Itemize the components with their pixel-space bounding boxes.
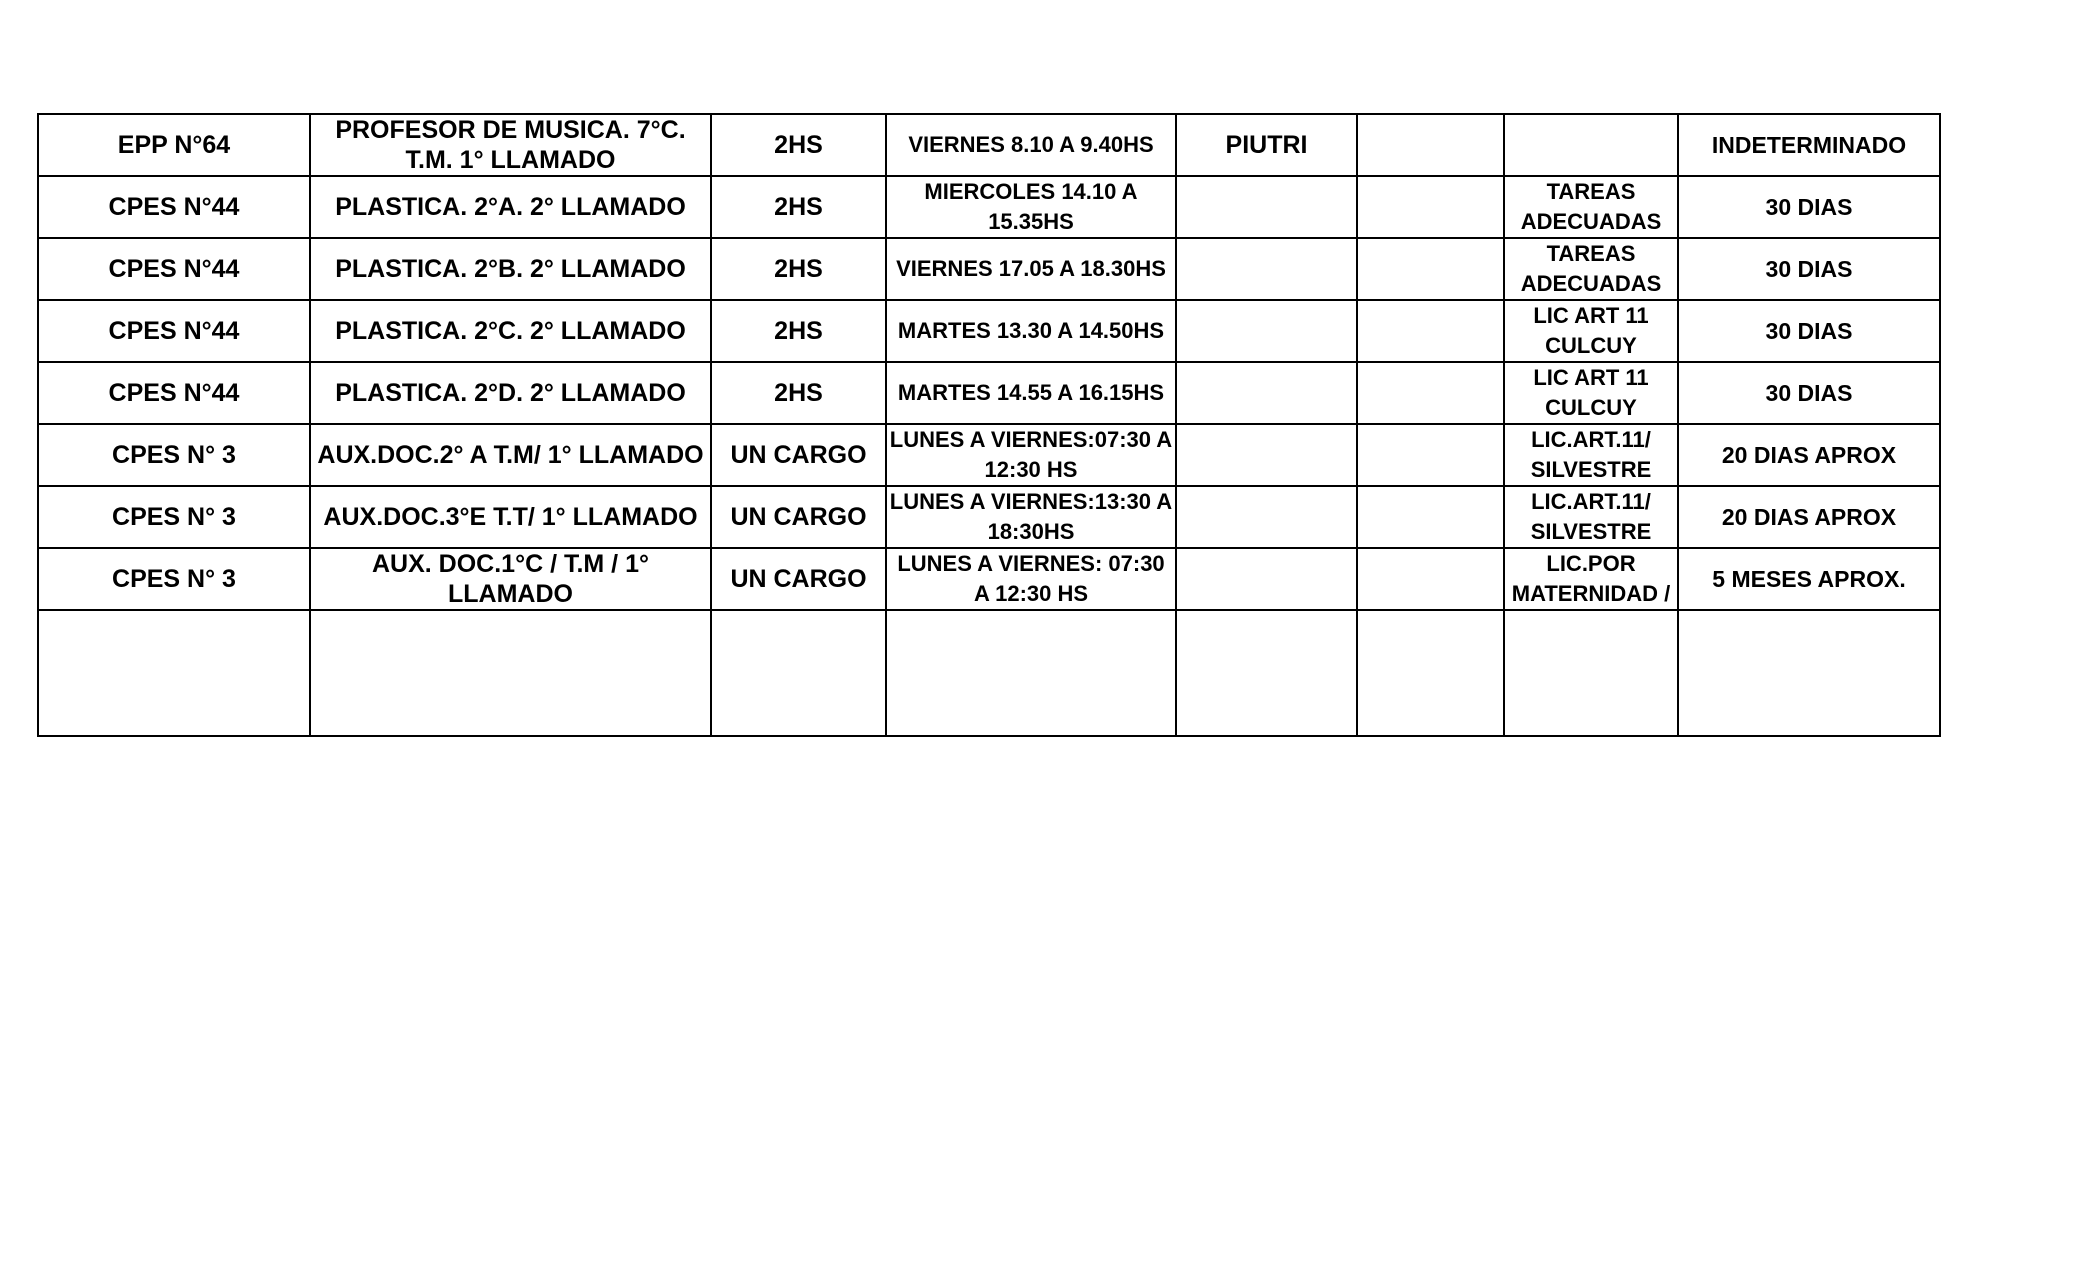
- table-row: [38, 176, 1940, 238]
- duration-cell-text: 30 DIAS: [1765, 194, 1853, 220]
- empty-cell[interactable]: [711, 610, 886, 736]
- empty-cell[interactable]: [886, 610, 1176, 736]
- replaced-teacher-cell[interactable]: [1176, 486, 1357, 548]
- hours-cell-text: 2HS: [774, 255, 823, 283]
- table-row: [38, 114, 1940, 176]
- blank-cell[interactable]: [1357, 300, 1504, 362]
- institution-cell-text: CPES N° 3: [112, 503, 236, 531]
- reason-cell[interactable]: [1504, 176, 1678, 238]
- institution-cell[interactable]: [38, 548, 310, 610]
- reason-cell[interactable]: [1504, 114, 1678, 176]
- institution-cell-text: CPES N°44: [108, 317, 240, 345]
- schedule-cell[interactable]: [886, 238, 1176, 300]
- reason-cell[interactable]: [1504, 424, 1678, 486]
- reason-cell-text: LIC ART 11 CULCUY: [1533, 365, 1649, 420]
- institution-cell[interactable]: [38, 424, 310, 486]
- institution-cell[interactable]: [38, 114, 310, 176]
- duration-cell-text: 30 DIAS: [1765, 380, 1853, 406]
- position-cell[interactable]: [310, 114, 711, 176]
- duration-cell-text: 20 DIAS APROX: [1721, 504, 1897, 530]
- institution-cell-text: CPES N° 3: [112, 565, 236, 593]
- blank-cell[interactable]: [1357, 424, 1504, 486]
- replaced-teacher-cell[interactable]: [1176, 300, 1357, 362]
- hours-cell[interactable]: [711, 424, 886, 486]
- schedule-cell[interactable]: [886, 362, 1176, 424]
- schedule-cell-text: LUNES A VIERNES:13:30 A 18:30HS: [889, 489, 1173, 544]
- reason-cell[interactable]: [1504, 300, 1678, 362]
- hours-cell[interactable]: [711, 548, 886, 610]
- position-cell[interactable]: [310, 300, 711, 362]
- replaced-teacher-cell-text: PIUTRI: [1225, 131, 1308, 159]
- empty-cell[interactable]: [1357, 610, 1504, 736]
- position-cell-text: PLASTICA. 2°B. 2° LLAMADO: [335, 255, 686, 283]
- table-row: [38, 424, 1940, 486]
- replaced-teacher-cell[interactable]: [1176, 424, 1357, 486]
- position-cell-text: AUX.DOC.2° A T.M/ 1° LLAMADO: [317, 441, 704, 469]
- empty-cell[interactable]: [310, 610, 711, 736]
- hours-cell-text: 2HS: [774, 379, 823, 407]
- reason-cell-text: TAREAS ADECUADAS: [1520, 179, 1662, 234]
- table-row: [38, 300, 1940, 362]
- position-cell[interactable]: [310, 238, 711, 300]
- schedule-cell[interactable]: [886, 486, 1176, 548]
- schedule-cell[interactable]: [886, 424, 1176, 486]
- vacancies-table: [37, 113, 1941, 737]
- duration-cell-text: INDETERMINADO: [1711, 132, 1907, 158]
- replaced-teacher-cell[interactable]: [1176, 176, 1357, 238]
- institution-cell-text: CPES N°44: [108, 379, 240, 407]
- reason-cell-text: LIC.ART.11/ SILVESTRE: [1530, 427, 1652, 482]
- replaced-teacher-cell[interactable]: [1176, 114, 1357, 176]
- schedule-cell-text: LUNES A VIERNES:07:30 A 12:30 HS: [889, 427, 1173, 482]
- hours-cell[interactable]: [711, 300, 886, 362]
- schedule-cell-text: MARTES 13.30 A 14.50HS: [897, 318, 1165, 343]
- spreadsheet-area: [37, 113, 1941, 737]
- replaced-teacher-cell[interactable]: [1176, 362, 1357, 424]
- schedule-cell[interactable]: [886, 548, 1176, 610]
- reason-cell[interactable]: [1504, 548, 1678, 610]
- hours-cell[interactable]: [711, 486, 886, 548]
- empty-table-row: [38, 610, 1940, 736]
- table-row: [38, 362, 1940, 424]
- position-cell-text: PLASTICA. 2°C. 2° LLAMADO: [335, 317, 686, 345]
- reason-cell[interactable]: [1504, 362, 1678, 424]
- position-cell[interactable]: [310, 548, 711, 610]
- table-row: [38, 548, 1940, 610]
- table-body: [38, 114, 1940, 736]
- table-row: [38, 238, 1940, 300]
- duration-cell-text: 20 DIAS APROX: [1721, 442, 1897, 468]
- empty-cell[interactable]: [1176, 610, 1357, 736]
- table-row: [38, 486, 1940, 548]
- duration-cell[interactable]: [1678, 238, 1940, 300]
- duration-cell-text: 30 DIAS: [1765, 256, 1853, 282]
- reason-cell[interactable]: [1504, 238, 1678, 300]
- position-cell[interactable]: [310, 176, 711, 238]
- duration-cell[interactable]: [1678, 486, 1940, 548]
- blank-cell[interactable]: [1357, 362, 1504, 424]
- hours-cell[interactable]: [711, 238, 886, 300]
- empty-cell[interactable]: [1504, 610, 1678, 736]
- blank-cell[interactable]: [1357, 548, 1504, 610]
- reason-cell-text: LIC.ART.11/ SILVESTRE: [1530, 489, 1652, 544]
- duration-cell-text: 30 DIAS: [1765, 318, 1853, 344]
- duration-cell-text: 5 MESES APROX.: [1712, 566, 1906, 592]
- duration-cell[interactable]: [1678, 114, 1940, 176]
- hours-cell-text: 2HS: [774, 131, 823, 159]
- hours-cell[interactable]: [711, 114, 886, 176]
- position-cell-text: PLASTICA. 2°D. 2° LLAMADO: [335, 379, 686, 407]
- hours-cell[interactable]: [711, 176, 886, 238]
- hours-cell-text: UN CARGO: [730, 565, 867, 593]
- institution-cell-text: CPES N° 3: [112, 441, 236, 469]
- position-cell[interactable]: [310, 424, 711, 486]
- hours-cell-text: 2HS: [774, 193, 823, 221]
- institution-cell-text: CPES N°44: [108, 255, 240, 283]
- institution-cell[interactable]: [38, 238, 310, 300]
- institution-cell-text: CPES N°44: [108, 193, 240, 221]
- blank-cell[interactable]: [1357, 176, 1504, 238]
- schedule-cell[interactable]: [886, 114, 1176, 176]
- position-cell[interactable]: [310, 362, 711, 424]
- schedule-cell-text: VIERNES 17.05 A 18.30HS: [896, 256, 1166, 281]
- position-cell-text: AUX. DOC.1°C / T.M / 1° LLAMADO: [372, 550, 649, 608]
- schedule-cell-text: VIERNES 8.10 A 9.40HS: [908, 132, 1154, 157]
- duration-cell[interactable]: [1678, 424, 1940, 486]
- position-cell[interactable]: [310, 486, 711, 548]
- reason-cell-text: LIC.POR MATERNIDAD /: [1511, 551, 1671, 606]
- institution-cell[interactable]: [38, 486, 310, 548]
- schedule-cell-text: MARTES 14.55 A 16.15HS: [897, 380, 1165, 405]
- position-cell-text: AUX.DOC.3°E T.T/ 1° LLAMADO: [323, 503, 698, 531]
- schedule-cell[interactable]: [886, 176, 1176, 238]
- replaced-teacher-cell[interactable]: [1176, 548, 1357, 610]
- blank-cell[interactable]: [1357, 114, 1504, 176]
- blank-cell[interactable]: [1357, 238, 1504, 300]
- duration-cell[interactable]: [1678, 548, 1940, 610]
- reason-cell-text: TAREAS ADECUADAS: [1520, 241, 1662, 296]
- schedule-cell[interactable]: [886, 300, 1176, 362]
- schedule-cell-text: LUNES A VIERNES: 07:30 A 12:30 HS: [897, 551, 1165, 606]
- institution-cell[interactable]: [38, 362, 310, 424]
- position-cell-text: PLASTICA. 2°A. 2° LLAMADO: [335, 193, 686, 221]
- duration-cell[interactable]: [1678, 300, 1940, 362]
- blank-cell[interactable]: [1357, 486, 1504, 548]
- reason-cell-text: LIC ART 11 CULCUY: [1533, 303, 1649, 358]
- institution-cell[interactable]: [38, 176, 310, 238]
- schedule-cell-text: MIERCOLES 14.10 A 15.35HS: [924, 179, 1138, 234]
- hours-cell-text: UN CARGO: [730, 441, 867, 469]
- empty-cell[interactable]: [1678, 610, 1940, 736]
- institution-cell-text: EPP N°64: [117, 131, 231, 159]
- replaced-teacher-cell[interactable]: [1176, 238, 1357, 300]
- hours-cell[interactable]: [711, 362, 886, 424]
- hours-cell-text: 2HS: [774, 317, 823, 345]
- duration-cell[interactable]: [1678, 176, 1940, 238]
- reason-cell[interactable]: [1504, 486, 1678, 548]
- position-cell-text: PROFESOR DE MUSICA. 7°C. T.M. 1° LLAMADO: [335, 116, 686, 174]
- empty-cell[interactable]: [38, 610, 310, 736]
- institution-cell[interactable]: [38, 300, 310, 362]
- duration-cell[interactable]: [1678, 362, 1940, 424]
- hours-cell-text: UN CARGO: [730, 503, 867, 531]
